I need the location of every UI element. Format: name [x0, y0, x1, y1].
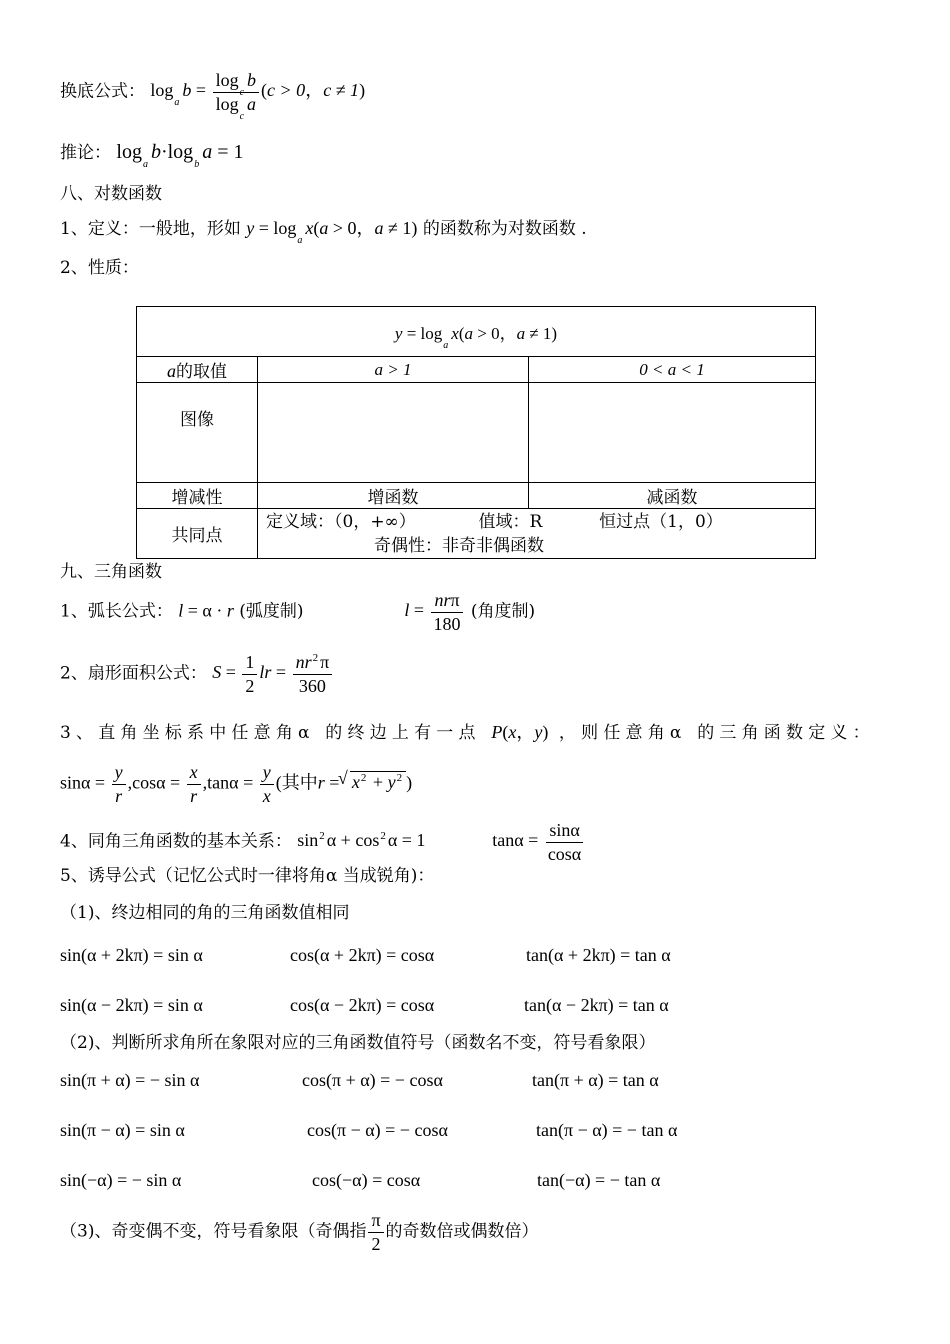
- sector-area: 2、扇形面积公式： S = $\frac{1}{2}$ lr = $\frac{nr^2 \pi}{360}$: [60, 652, 334, 696]
- domain-text: 定义域：（0，+∞）: [266, 511, 416, 532]
- formula-r1-c1: sin(α + 2kπ) = sin α: [60, 945, 203, 965]
- section9-heading: 九、三角函数: [60, 562, 162, 582]
- monotonicity-label: 增减性: [137, 483, 258, 509]
- case2-heading: （2)、判断所求角所在象限对应的三角函数值符号（函数名不变，符号看象限）: [60, 1033, 656, 1053]
- monotonicity-decreasing: 减函数: [529, 483, 816, 509]
- parity-text: 奇偶性：非奇非偶函数: [374, 535, 544, 556]
- formula-r5-c3: tan(−α) = − tan α: [537, 1170, 661, 1190]
- range-text: 值域：R: [478, 511, 543, 532]
- table-title: $y = \log_ax(a > 0$，a ≠ 1): [137, 307, 816, 357]
- graph-cell-dec: [529, 383, 816, 483]
- formula-r2-c2: cos(α − 2kπ) = cosα: [290, 995, 435, 1015]
- formula-r3-c1: sin(π + α) = − sin α: [60, 1070, 200, 1090]
- log-properties-table: [136, 306, 816, 559]
- formula-r1-c3: tan(α + 2kπ) = tan α: [526, 945, 671, 965]
- monotonicity-increasing: 增函数: [258, 483, 529, 509]
- case3-heading: （3)、奇变偶不变，符号看象限（奇偶指 $\frac{\pi}{2}$ 的奇数倍或偶数倍）: [60, 1210, 539, 1254]
- formula-r4-c1: sin(π − α) = sin α: [60, 1120, 185, 1140]
- trig-def-line: 3、直角坐标系中任意角α 的终边上有一点 P(x，y) ，则任意角α 的三角函数定义：: [60, 722, 875, 743]
- change-base-formula: 换底公式： $\log_ab$ = $\frac{\log_cb}{\log_ca}$ (c > 0，c ≠ 1): [60, 70, 366, 122]
- corollary-formula: 推论： $\log_ab\cdot\log_ba = 1$: [60, 141, 244, 170]
- trig-def-formula: sinα = $\frac{y}{r}$ ,cosα = $\frac{x}{r}$ ,tanα = $\frac{y}{x}$ (其中r = √ $x^2 + y^2$ ): [60, 762, 412, 806]
- log-definition: 1、定义：一般地，形如 $y = \log_ax(a > 0$，a ≠ 1) 的函数称为对数函数 .: [60, 218, 587, 246]
- formula-r4-c3: tan(π − α) = − tan α: [536, 1120, 678, 1140]
- section8-heading: 八、对数函数: [60, 184, 162, 204]
- graph-label: 图像: [137, 383, 258, 483]
- col-a-gt-1: a > 1: [258, 357, 529, 383]
- col-a-lt-1: 0 < a < 1: [529, 357, 816, 383]
- formula-r3-c2: cos(π + α) = − cosα: [302, 1070, 443, 1090]
- fixed-point-text: 恒过点（1，0）: [599, 511, 723, 532]
- formula-r2-c3: tan(α − 2kπ) = tan α: [524, 995, 669, 1015]
- formula-r1-c2: cos(α + 2kπ) = cosα: [290, 945, 435, 965]
- induction-heading: 5、诱导公式（记忆公式时一律将角α 当成锐角)：: [60, 866, 435, 886]
- graph-cell-inc: [258, 383, 529, 483]
- case1-heading: （1)、终边相同的角的三角函数值相同: [60, 903, 350, 923]
- properties-heading: 2、性质：: [60, 258, 139, 278]
- corollary-math: $\log_ab\cdot\log_ba = 1$: [116, 141, 244, 170]
- arc-length: 1、弧长公式： l = α · r (弧度制) l = $\frac{\text{nrπ}}{180}$ (角度制): [60, 590, 536, 634]
- common-label: 共同点: [137, 509, 258, 559]
- formula-r5-c1: sin(−α) = − sin α: [60, 1170, 182, 1190]
- basic-relations: 4、同角三角函数的基本关系： $\sin^2 \alpha + \cos^2 \alpha = 1$ tanα = $\frac{\sin\alpha}{\cos\alpha}$: [60, 820, 582, 864]
- change-base-math: $\log_ab$ = $\frac{\log_cb}{\log_ca}$ (c > 0，c ≠ 1): [150, 70, 366, 122]
- formula-r4-c2: cos(π − α) = − cosα: [307, 1120, 448, 1140]
- formula-r5-c2: cos(−α) = cosα: [312, 1170, 421, 1190]
- formula-r3-c3: tan(π + α) = tan α: [532, 1070, 659, 1090]
- formula-r2-c1: sin(α − 2kπ) = sin α: [60, 995, 203, 1015]
- log-definition-math: $y = \log_ax(a > 0$，a ≠ 1): [246, 218, 418, 246]
- common-properties: [258, 509, 816, 559]
- a-value-label: a的取值: [137, 357, 258, 383]
